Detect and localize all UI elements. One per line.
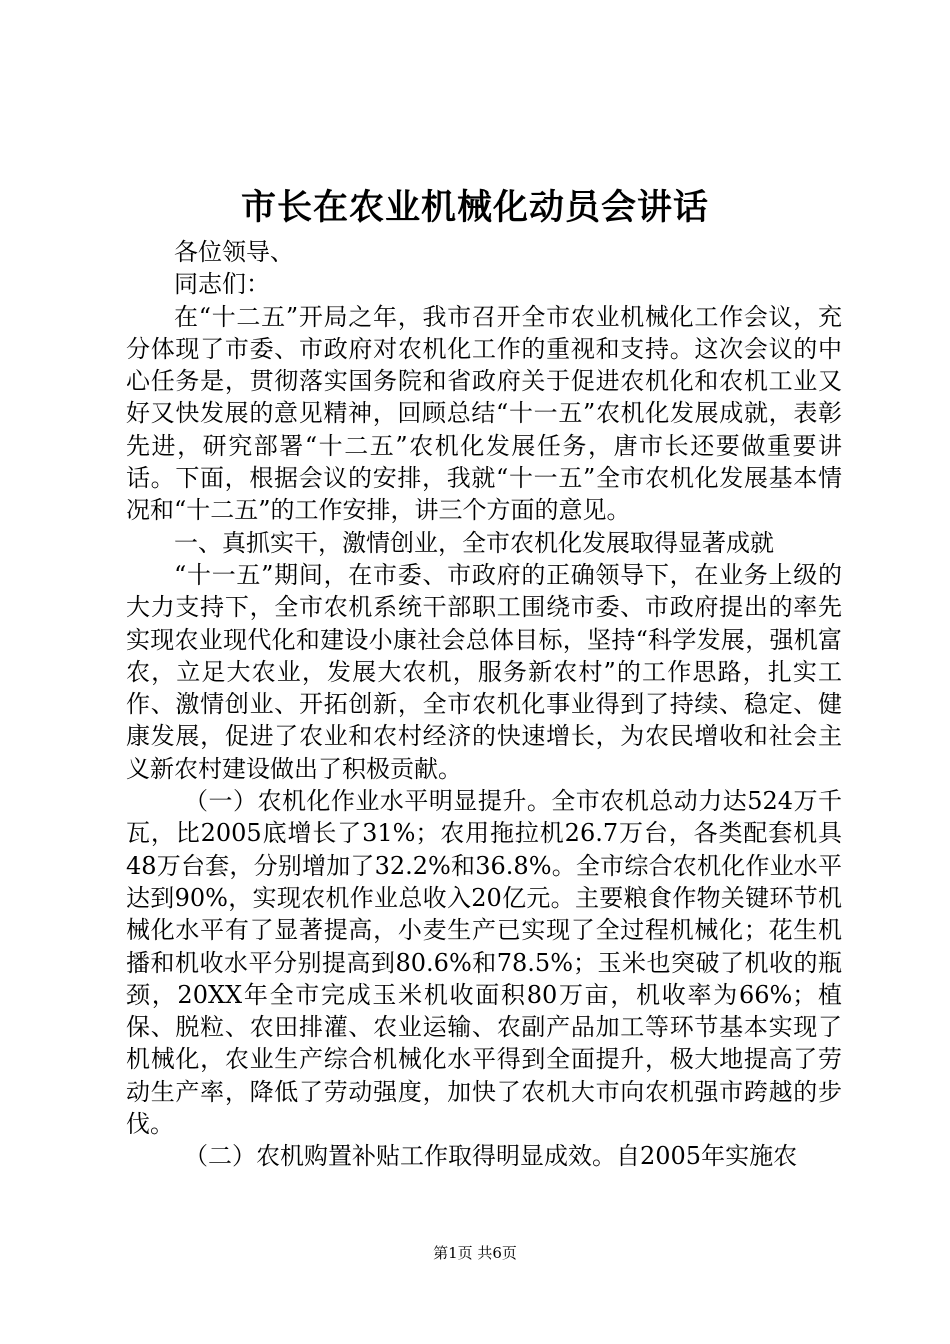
subsection-2-paragraph: （二）农机购置补贴工作取得明显成效。自2005年实施农 — [184, 1142, 798, 1171]
section-1-paragraph: “十一五”期间，在市委、市政府的正确领导下，在业务上级的大力支持下，全市农机系统干部职工围绕市委、市政府提出的率先实现农业现代化和建设小康社会总体目标，坚持“科学发展，强机富农，立足大农业，发展大农机，服务新农村”的工作思路，扎实工作、激情创业、开拓创新，全市农机化事业得到了持续、稳定、健康发展，促进了农业和农村经济的快速增长，为农民增收和社会主义新农村建设做出了积极贡献。 — [126, 560, 842, 783]
salutation-leaders: 各位领导、 — [174, 238, 294, 266]
section-heading-1: 一、真抓实干，激情创业，全市农机化发展取得显著成就 — [174, 528, 774, 557]
document-title: 市长在农业机械化动员会讲话 — [240, 187, 709, 228]
salutation-comrades: 同志们： — [174, 270, 270, 299]
intro-paragraph: 在“十二五”开局之年，我市召开全市农业机械化工作会议，充分体现了市委、市政府对农机化工作的重视和支持。这次会议的中心任务是，贯彻落实国务院和省政府关于促进农机化和农机工业又好又快发展的意见精神，回顾总结“十一五”农机化发展成就，表彰先进，研究部署“十二五”农机化发展任务，唐市长还要做重要讲话。下面，根据会议的安排，我就“十一五”全市农机化发展基本情况和“十二五”的工作安排，讲三个方面的意见。 — [126, 302, 842, 525]
page-number-footer: 第1页 共6页 — [433, 1244, 517, 1262]
subsection-1-paragraph: （一）农机化作业水平明显提升。全市农机总动力达524万千瓦，比2005底增长了31%；农用拖拉机26.7万台，各类配套机具48万台套，分别增加了32.2%和36.8%。全市综合农机化作业水平达到90%，实现农机作业总收入20亿元。主要粮食作物关键环节机械化水平有了显著提高，小麦生产已实现了全过程机械化；花生机播和机收水平分别提高到80.6%和78.5%；玉米也突破了机收的瓶颈，20XX年全市完成玉米机收面积80万亩，机收率为66%；植保、脱粒、农田排灌、农业运输、农副产品加工等环节基本实现了机械化，农业生产综合机械化水平得到全面提升，极大地提高了劳动生产率，降低了劳动强度，加快了农机大市向农机强市跨越的步伐。 — [126, 787, 842, 1139]
document-body — [126, 236, 842, 1173]
